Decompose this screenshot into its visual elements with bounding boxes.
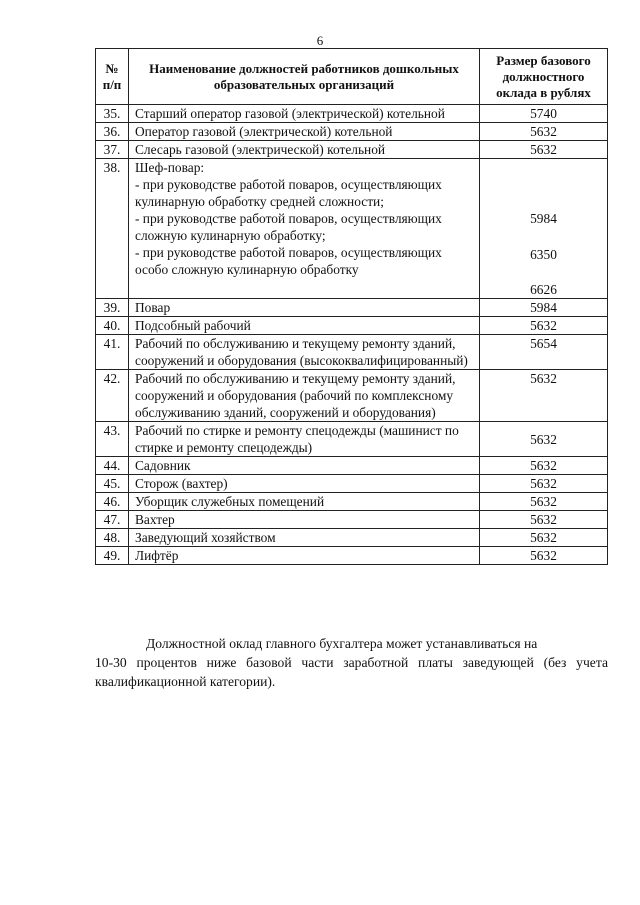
- row-num: 41.: [96, 335, 129, 370]
- chef-title: Шеф-повар:: [135, 160, 205, 175]
- row-name: Старший оператор газовой (электрической) котельной: [129, 105, 480, 123]
- chef-sub-1-salary: 5984: [530, 211, 557, 226]
- header-num: [96, 49, 129, 105]
- row-name: Слесарь газовой (электрической) котельной: [129, 141, 480, 159]
- row-salary: 5632: [480, 422, 608, 457]
- row-num: 47.: [96, 511, 129, 529]
- footnote-first-line: Должностной оклад главного бухгалтера может устанавливаться на: [146, 636, 538, 651]
- row-salary: 5632: [480, 511, 608, 529]
- row-num: 48.: [96, 529, 129, 547]
- row-num: 40.: [96, 317, 129, 335]
- table-row: [96, 370, 608, 422]
- row-num: 43.: [96, 422, 129, 457]
- row-num: 36.: [96, 123, 129, 141]
- table-row: [96, 422, 608, 457]
- row-salary: 5632: [480, 493, 608, 511]
- chef-sub-1: - при руководстве работой поваров, осуществляющих кулинарную обработку средней сложности;: [135, 177, 442, 209]
- row-salary: 5632: [480, 457, 608, 475]
- header-salary-label: Размер базового должностного оклада в рублях: [496, 52, 591, 100]
- row-num: 37.: [96, 141, 129, 159]
- table-row: [96, 299, 608, 317]
- chef-sub-2: - при руководстве работой поваров, осуществляющих сложную кулинарную обработку;: [135, 211, 442, 243]
- table-row: [96, 141, 608, 159]
- row-num: 38.: [96, 159, 129, 299]
- row-salary: 5632: [480, 475, 608, 493]
- chef-sub-3-salary: 6626: [530, 282, 557, 297]
- row-name: Сторож (вахтер): [129, 475, 480, 493]
- row-salary: 5654: [480, 335, 608, 370]
- chef-sub-3: - при руководстве работой поваров, осуществляющих особо сложную кулинарную обработку: [135, 245, 442, 277]
- salary-table: [95, 48, 608, 565]
- row-salary: 5984: [480, 299, 608, 317]
- row-num: 49.: [96, 547, 129, 565]
- footnote: [95, 634, 608, 691]
- table-row: [96, 529, 608, 547]
- table-row: [96, 493, 608, 511]
- row-salary: 5632: [480, 370, 608, 422]
- row-salary: 5632: [480, 317, 608, 335]
- row-salary-chef: [480, 159, 608, 299]
- row-name-chef: [129, 159, 480, 299]
- row-name: Садовник: [129, 457, 480, 475]
- chef-sub-2-salary: 6350: [530, 247, 557, 262]
- table-row: [96, 335, 608, 370]
- table-header-row: [96, 49, 608, 105]
- row-num: 35.: [96, 105, 129, 123]
- header-name-label: Наименование должностей работников дошкольных образовательных организаций: [149, 60, 459, 92]
- header-num-label: № п/п: [102, 60, 122, 92]
- row-name: Вахтер: [129, 511, 480, 529]
- row-name: Повар: [129, 299, 480, 317]
- row-name: Лифтёр: [129, 547, 480, 565]
- row-num: 45.: [96, 475, 129, 493]
- table-row: [96, 547, 608, 565]
- row-name: Подсобный рабочий: [129, 317, 480, 335]
- row-salary: 5632: [480, 141, 608, 159]
- table-row: [96, 317, 608, 335]
- table-row: [96, 123, 608, 141]
- row-num: 46.: [96, 493, 129, 511]
- table-row: [96, 457, 608, 475]
- row-salary: 5740: [480, 105, 608, 123]
- page-number: 6: [316, 33, 324, 48]
- row-name: Заведующий хозяйством: [129, 529, 480, 547]
- row-name: Рабочий по обслуживанию и текущему ремонту зданий, сооружений и оборудования (рабочий по комплексному обслуживанию зданий, сооружений и оборудования): [129, 370, 480, 422]
- row-name: Рабочий по стирке и ремонту спецодежды (машинист по стирке и ремонту спецодежды): [129, 422, 480, 457]
- row-name: Уборщик служебных помещений: [129, 493, 480, 511]
- table-row: [96, 159, 608, 299]
- row-num: 44.: [96, 457, 129, 475]
- header-name: [129, 49, 480, 105]
- row-name: Рабочий по обслуживанию и текущему ремонту зданий, сооружений и оборудования (высококвалифицированный): [129, 335, 480, 370]
- row-salary: 5632: [480, 547, 608, 565]
- row-num: 42.: [96, 370, 129, 422]
- row-num: 39.: [96, 299, 129, 317]
- row-salary: 5632: [480, 529, 608, 547]
- table-row: [96, 105, 608, 123]
- header-salary: [480, 49, 608, 105]
- footnote-continuation: 10-30 процентов ниже базовой части заработной платы заведующей (без учета квалификационной категории).: [95, 655, 608, 689]
- row-salary: 5632: [480, 123, 608, 141]
- row-name: Оператор газовой (электрической) котельной: [129, 123, 480, 141]
- table-row: [96, 475, 608, 493]
- table-row: [96, 511, 608, 529]
